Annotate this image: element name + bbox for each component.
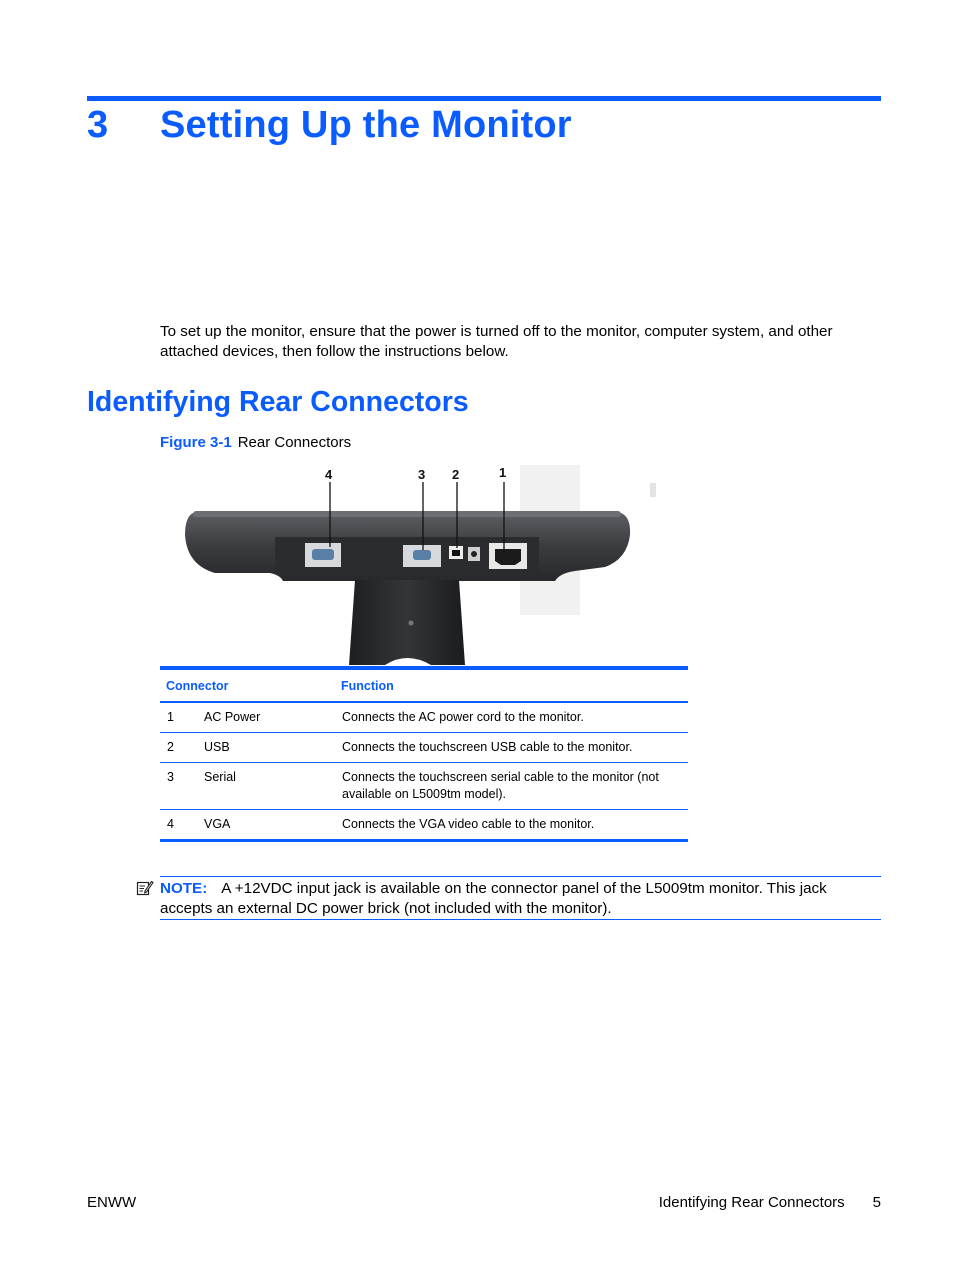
section-title: Identifying Rear Connectors: [87, 386, 469, 418]
bg-artifact: [650, 483, 656, 497]
note-box: [160, 876, 881, 920]
chapter-number: 3: [87, 104, 109, 146]
row-connector: Serial: [197, 763, 335, 810]
row-connector: USB: [197, 733, 335, 763]
table-row: [160, 810, 688, 841]
vga-port: [312, 549, 334, 560]
header-connector: Connector: [160, 668, 335, 702]
chapter-title-text: Setting Up the Monitor: [160, 104, 572, 146]
monitor-stand: [349, 580, 465, 665]
callout-1: 1: [499, 465, 507, 480]
ac-power-socket: [495, 549, 521, 565]
row-function: Connects the AC power cord to the monitor.: [335, 702, 688, 733]
serial-port: [413, 550, 431, 560]
footer-right: [659, 1194, 881, 1211]
note-text: A +12VDC input jack is available on the connector panel of the L5009tm monitor. This jack accepts an external DC power brick (not included with the monitor).: [160, 880, 827, 917]
callout-2: 2: [452, 467, 460, 482]
chapter-title: [87, 104, 572, 147]
row-function: Connects the touchscreen serial cable to the monitor (not available on L5009tm model).: [335, 763, 688, 810]
header-function: Function: [335, 668, 688, 702]
table-row: [160, 763, 688, 810]
footer-section: Identifying Rear Connectors: [658, 1194, 845, 1211]
row-number: 3: [160, 763, 197, 810]
callout-4: 4: [325, 467, 333, 482]
dc-jack-hole: [471, 551, 477, 557]
rear-connectors-figure: [175, 455, 665, 665]
usb-port-inner: [452, 550, 460, 556]
note-label: NOTE:: [160, 880, 208, 897]
row-connector: VGA: [197, 810, 335, 841]
figure-label: Figure 3-1: [160, 434, 232, 451]
footer-left: ENWW: [87, 1194, 137, 1211]
stand-screw: [409, 621, 414, 626]
table-row: [160, 702, 688, 733]
table-header-row: [160, 668, 688, 702]
row-number: 4: [160, 810, 197, 841]
note-pencil-icon: [136, 879, 154, 897]
chapter-rule: [87, 96, 881, 101]
page-number: 5: [872, 1194, 881, 1211]
table-row: [160, 733, 688, 763]
intro-paragraph: To set up the monitor, ensure that the power is turned off to the monitor, computer system, and other attached devices, then follow the instructions below.: [160, 323, 833, 360]
row-number: 2: [160, 733, 197, 763]
figure-caption-text: Rear Connectors: [237, 434, 352, 451]
connector-table: [160, 666, 688, 842]
callout-3: 3: [418, 467, 426, 482]
monitor-top-edge: [193, 511, 621, 517]
row-number: 1: [160, 702, 197, 733]
row-function: Connects the touchscreen USB cable to the monitor.: [335, 733, 688, 763]
figure-caption: [160, 434, 351, 451]
row-function: Connects the VGA video cable to the monitor.: [335, 810, 688, 841]
row-connector: AC Power: [197, 702, 335, 733]
